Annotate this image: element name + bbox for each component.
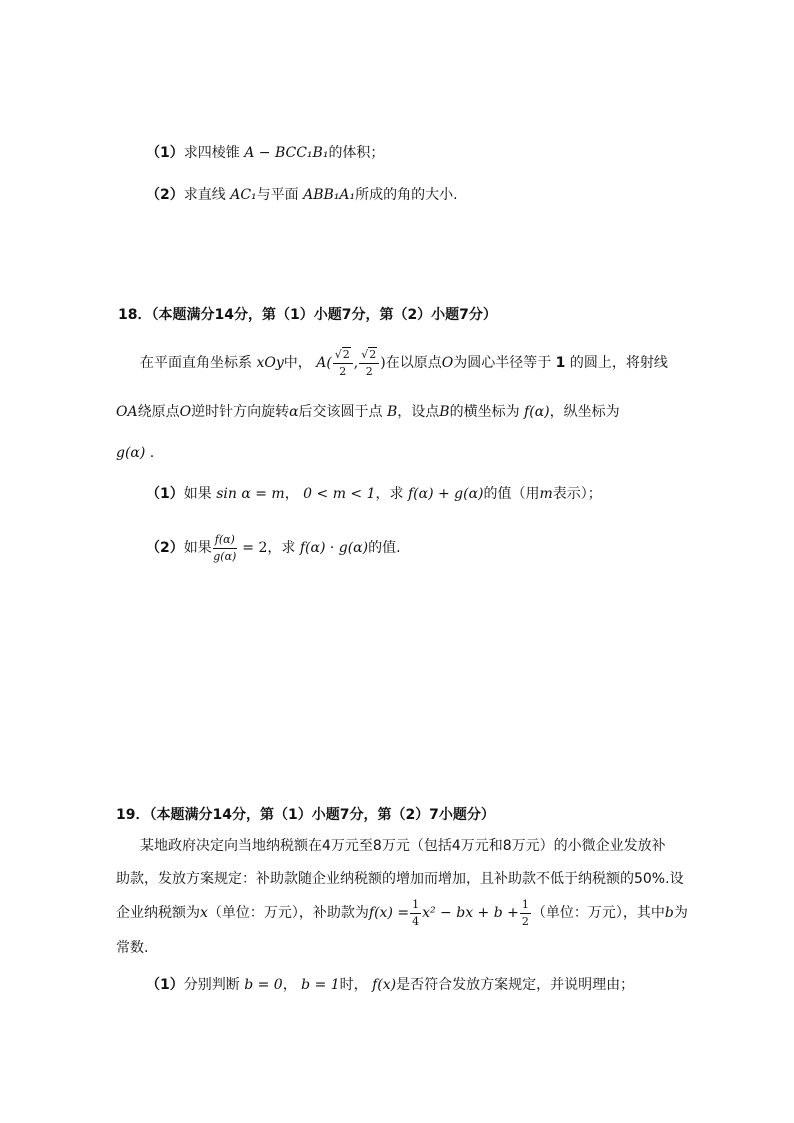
- radicand: 2: [369, 347, 377, 361]
- q19-line3: [116, 896, 688, 930]
- fraction-sqrt2-over-2: [359, 347, 379, 380]
- text: 的体积；: [328, 145, 385, 161]
- denominator: 2: [365, 364, 373, 378]
- numerator: √2: [359, 347, 379, 364]
- text: ，: [282, 977, 297, 993]
- text: .: [149, 445, 155, 461]
- text: 的圆上，将射线: [569, 355, 668, 371]
- denominator: 2: [339, 364, 347, 378]
- part-label: （2）: [146, 187, 184, 203]
- part-label: （2）: [146, 540, 184, 556]
- text: 在平面直角坐标系: [140, 355, 252, 371]
- math-pyramid: A − BCC₁B₁: [244, 145, 329, 161]
- text: ，求: [267, 540, 296, 556]
- text: 企业纳税额为: [116, 905, 200, 921]
- math-point-a: A(: [316, 355, 332, 371]
- fraction-1-over-4: [410, 897, 421, 930]
- q17-part1: [146, 143, 384, 163]
- numerator: f(α): [213, 532, 237, 549]
- q19-header: 19．（本题满分14分，第（1）小题7分，第（2）7小题分）: [116, 807, 495, 823]
- math-fx: f(x): [372, 977, 397, 993]
- text: 求直线: [183, 187, 226, 203]
- fraction-sqrt2-over-2: [333, 347, 353, 380]
- denominator: g(α): [213, 549, 237, 563]
- math-b: b: [664, 905, 674, 921]
- q18-part1: [146, 484, 602, 504]
- part-label: （1）: [146, 977, 184, 993]
- text: 的值.: [368, 540, 401, 556]
- math-plane: ABB₁A₁: [303, 187, 356, 203]
- text: 所成的角的大小.: [355, 187, 458, 203]
- q18-part2: [146, 530, 401, 566]
- comma: ,: [353, 355, 359, 371]
- fraction-1-over-2: [520, 897, 531, 930]
- text: 绕原点: [137, 404, 180, 420]
- paren: ): [380, 355, 386, 371]
- math-x: x: [200, 905, 208, 921]
- q19-line4: 常数.: [116, 940, 149, 956]
- q18-header: 18．（本题满分14分，第（1）小题7分，第（2）小题7分）: [118, 307, 497, 323]
- math-sin-eq: sin α = m: [216, 486, 285, 502]
- text: ，设点: [397, 404, 440, 420]
- math-b1: b = 1: [301, 977, 340, 993]
- denominator: 2: [521, 914, 529, 928]
- text: 分别判断: [183, 977, 240, 993]
- numerator: 1: [410, 897, 421, 914]
- math-ineq: 0 < m < 1: [303, 486, 376, 502]
- text: 时，: [339, 977, 368, 993]
- text: 为圆心半径等于: [453, 355, 552, 371]
- math-line: AC₁: [230, 187, 257, 203]
- text: 如果: [183, 486, 212, 502]
- text: 与平面: [256, 187, 299, 203]
- text: 后交该圆于点: [298, 404, 383, 420]
- q19-part1: [146, 975, 634, 995]
- text: （单位：万元），补助款为: [207, 905, 369, 921]
- text: 求四棱锥: [183, 145, 240, 161]
- text: 表示）；: [552, 486, 602, 502]
- math-product: f(α) · g(α): [299, 540, 369, 556]
- fraction-f-over-g: [213, 532, 237, 565]
- math-o: O: [179, 404, 192, 420]
- text: 为: [673, 905, 688, 921]
- numerator: 1: [520, 897, 531, 914]
- math-b: B: [387, 404, 398, 420]
- q19-line1: 某地政府决定向当地纳税额在4万元至8万元（包括4万元和8万元）的小微企业发放补: [140, 838, 666, 854]
- math-m: m: [539, 486, 553, 502]
- denominator: 4: [412, 914, 420, 928]
- math-xoy: xOy: [256, 355, 284, 371]
- text: 是否符合发放方案规定，并说明理由；: [396, 977, 635, 993]
- math-sum: f(α) + g(α): [407, 486, 484, 502]
- text: ，: [284, 486, 299, 502]
- math-alpha: α: [289, 404, 299, 420]
- part-label: （1）: [146, 486, 184, 502]
- text: 的横坐标为: [449, 404, 520, 420]
- math-g-alpha: g(α): [116, 445, 146, 461]
- text: 逆时针方向旋转: [191, 404, 290, 420]
- math-fx: f(x) =: [368, 905, 410, 921]
- q17-part2: [146, 185, 458, 205]
- text: 如果: [183, 540, 212, 556]
- text: 的值（用: [483, 486, 540, 502]
- text: 在以原点: [385, 355, 442, 371]
- text: ，纵坐标为: [549, 404, 620, 420]
- radicand: 2: [342, 347, 350, 361]
- number: 1: [555, 355, 566, 371]
- text: ，求: [375, 486, 404, 502]
- math-oa: OA: [116, 404, 138, 420]
- text: （单位：万元），其中: [531, 905, 665, 921]
- math-eq: = 2: [242, 540, 268, 556]
- q18-intro-line2: [116, 402, 620, 422]
- math-o: O: [441, 355, 454, 371]
- part-label: （1）: [146, 145, 184, 161]
- math-f-alpha: f(α): [524, 404, 550, 420]
- math-b0: b = 0: [244, 977, 283, 993]
- numerator: √2: [333, 347, 353, 364]
- math-b: B: [439, 404, 450, 420]
- text: 中，: [283, 355, 312, 371]
- q18-intro-line3: [116, 443, 154, 463]
- q18-intro-line1: [140, 345, 668, 381]
- math-poly: x² − bx + b +: [422, 905, 519, 921]
- q19-line2: 助款，发放方案规定：补助款随企业纳税额的增加而增加，且补助款不低于纳税额的50%.设: [116, 871, 684, 887]
